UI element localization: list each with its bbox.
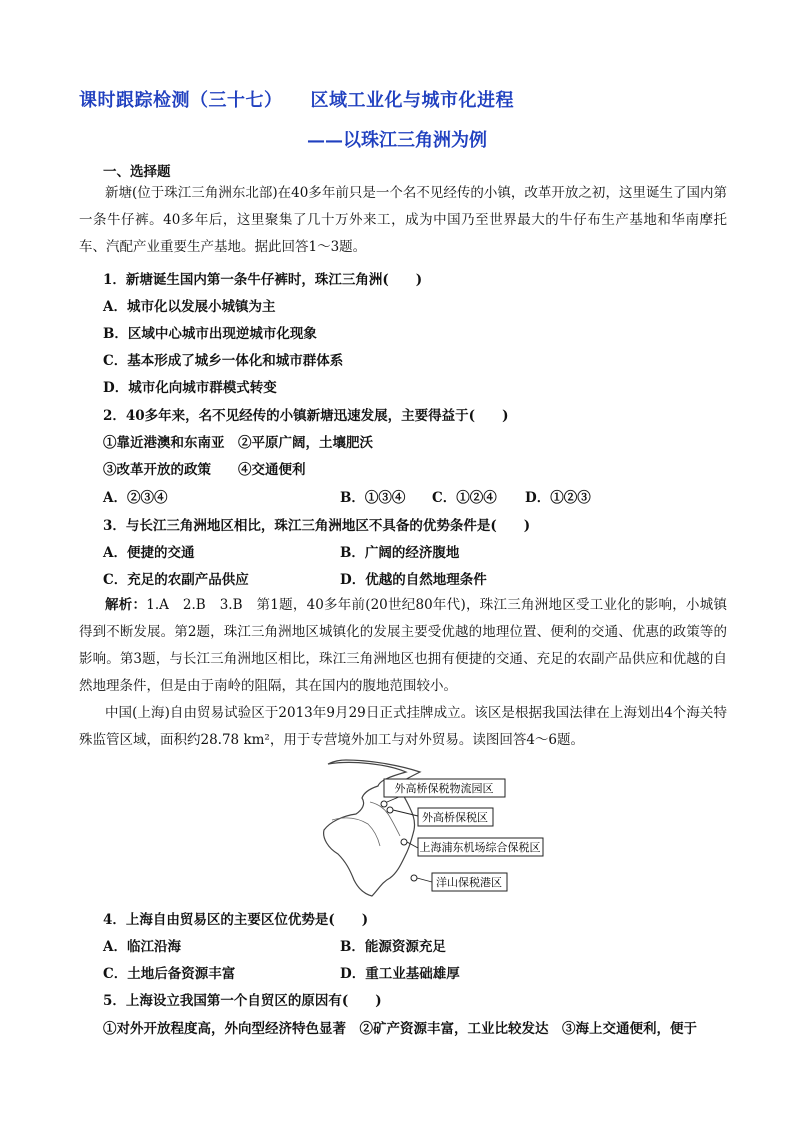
map-leader-4: [417, 878, 432, 882]
title-part1: 课时跟踪检测（三十七）: [79, 90, 283, 111]
question-1-option-c: C．基本形成了城乡一体化和城市群体系: [103, 353, 344, 369]
map-label-1: 外高桥保税物流园区: [394, 783, 494, 795]
map-label-3: 上海浦东机场综合保税区: [419, 842, 541, 854]
page-title: [79, 86, 514, 112]
map-figure: [292, 758, 552, 900]
intro-paragraph-1: 新塘(位于珠江三角洲东北部)在40多年前只是一个名不见经传的小镇，改革开放之初，这里诞生了国内第一条牛仔裤。40多年后，这里聚集了几十万外来工，成为中国乃至世界最大的牛仔布生产基地和华南摩托车、汽配产业重要生产基地。据此回答1～3题。: [79, 185, 727, 255]
question-3-option-b: B．广阔的经济腹地: [340, 545, 460, 561]
question-2-items-2: ③改革开放的政策 ④交通便利: [103, 462, 306, 478]
question-5-stem: 5．上海设立我国第一个自贸区的原因有( ): [103, 993, 382, 1009]
title-part2: 区域工业化与城市化进程: [310, 90, 514, 111]
section-heading: 一、选择题: [103, 164, 171, 180]
analysis-paragraph: [79, 592, 727, 700]
question-2-option-d: D．①②③: [525, 490, 591, 506]
question-4-option-a: A．临江沿海: [103, 939, 181, 955]
shanghai-ftz-map: [292, 758, 552, 900]
page-subtitle: ——以珠江三角洲为例: [307, 130, 487, 151]
map-leader-2: [393, 810, 418, 816]
map-point-3: [401, 839, 407, 845]
question-1-option-d: D．城市化向城市群模式转变: [103, 380, 277, 396]
question-3-stem: 3．与长江三角洲地区相比，珠江三角洲地区不具备的优势条件是( ): [103, 518, 531, 534]
question-2-items-1: ①靠近港澳和东南亚 ②平原广阔，土壤肥沃: [103, 435, 373, 451]
question-4-option-b: B．能源资源充足: [340, 939, 446, 955]
question-4-stem: 4．上海自由贸易区的主要区位优势是( ): [103, 912, 369, 928]
intro-paragraph-2: 中国(上海)自由贸易试验区于2013年9月29日正式挂牌成立。该区是根据我国法律在上海划出4个海关特殊监管区域，面积约28.78 km²，用于专营境外加工与对外贸易。读图回答4～6题。: [79, 705, 727, 748]
question-2-option-a: A．②③④: [103, 490, 168, 506]
map-point-1: [381, 801, 387, 807]
question-3-option-a: A．便捷的交通: [103, 545, 195, 561]
question-3-option-d: D．优越的自然地理条件: [340, 572, 487, 588]
analysis-label: 解析：: [105, 597, 147, 613]
question-3-option-c: C．充足的农副产品供应: [103, 572, 249, 588]
question-2-stem: 2．40多年来，名不见经传的小镇新塘迅速发展，主要得益于( ): [103, 408, 509, 424]
question-2-option-b: B．①③④: [340, 490, 406, 506]
map-inner-outline: [332, 818, 380, 846]
question-4-option-c: C．土地后备资源丰富: [103, 966, 236, 982]
map-point-4: [411, 875, 417, 881]
question-2-option-c: C．①②④: [432, 490, 497, 506]
question-1-option-a: A．城市化以发展小城镇为主: [103, 299, 276, 315]
question-4-option-d: D．重工业基础雄厚: [340, 966, 460, 982]
map-label-4: 洋山保税港区: [436, 877, 502, 889]
map-label-2: 外高桥保税区: [422, 812, 488, 824]
analysis-text: 1.A 2.B 3.B 第1题，40多年前(20世纪80年代)，珠江三角洲地区受工业化的影响，小城镇得到不断发展。第2题，珠江三角洲地区城镇化的发展主要受优越的地理位置、便利的交通、优惠的政策等的影响。第3题，与长江三角洲地区相比，珠江三角洲地区也拥有便捷的交通、充足的农副产品供应和优越的自然地理条件，但是由于南岭的阻隔，其在国内的腹地范围较小。: [79, 597, 728, 694]
question-1-option-b: B．区域中心城市出现逆城市化现象: [103, 326, 317, 342]
question-5-items: ①对外开放程度高，外向型经济特色显著 ②矿产资源丰富，工业比较发达 ③海上交通便利，便于: [103, 1021, 697, 1037]
question-1-stem: 1．新塘诞生国内第一条牛仔裤时，珠江三角洲( ): [103, 272, 423, 288]
map-point-2: [387, 807, 393, 813]
